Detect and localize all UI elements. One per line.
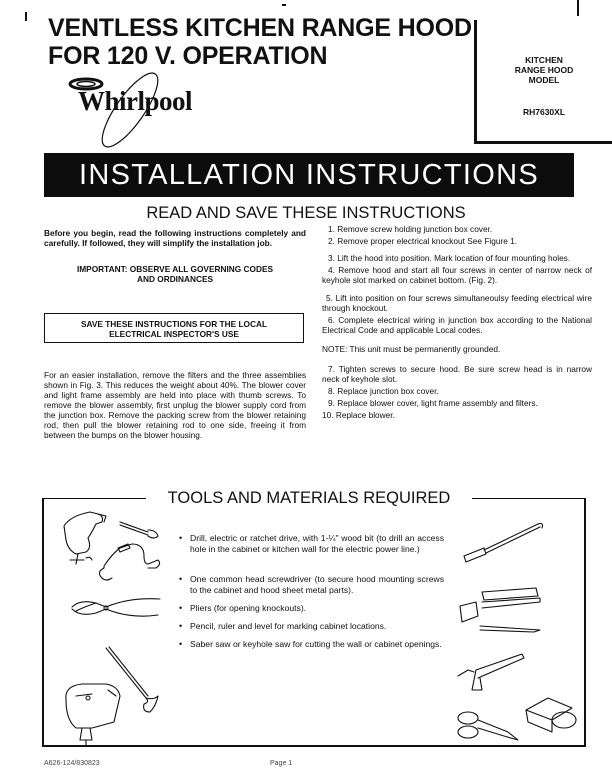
save-box-line: SAVE THESE INSTRUCTIONS FOR THE LOCAL	[80, 319, 268, 329]
step-item: 8. Replace junction box cover.	[328, 386, 439, 396]
caulking-gun-icon	[456, 650, 526, 694]
pliers-icon	[70, 595, 162, 621]
important-notice	[44, 264, 306, 284]
model-label-line: KITCHEN	[525, 55, 563, 65]
tools-list	[176, 533, 444, 650]
ruler-pencil-tape-icon	[456, 586, 542, 634]
step-item: 1. Remove screw holding junction box cover.	[328, 224, 493, 234]
scan-mark	[282, 4, 286, 6]
whirlpool-logo	[68, 68, 193, 150]
tool-item: • One common head screwdriver (to secure hood mounting screws to the cabinet and hood sheet metal parts).	[176, 574, 444, 596]
save-instructions-box	[44, 313, 304, 343]
tool-item: • Drill, electric or ratchet drive, with 1-¼" wood bit (to drill an access hole in the cabinet or kitchen wall for the electric power line.)	[176, 533, 444, 555]
tool-item: • Saber saw or keyhole saw for cutting the wall or cabinet openings.	[176, 639, 444, 650]
document-title	[48, 14, 472, 70]
tools-heading: TOOLS AND MATERIALS REQUIRED	[167, 489, 451, 507]
step-item: 7. Tighten screws to secure hood. Be sure screw head is in narrow neck of keyhole slot.	[322, 364, 592, 384]
brand-name: Whirlpool	[78, 86, 193, 116]
title-line-1: VENTLESS KITCHEN RANGE HOOD	[48, 14, 472, 42]
screwdriver-icon	[460, 518, 546, 566]
duct-tape-icon	[522, 694, 582, 734]
step-item: 2. Remove proper electrical knockout See Figure 1.	[328, 236, 518, 246]
model-label	[477, 55, 611, 85]
model-label-line: MODEL	[528, 75, 560, 85]
save-box-line: ELECTRICAL INSPECTOR'S USE	[109, 329, 239, 339]
model-box	[474, 20, 612, 144]
step-item: 10. Replace blower.	[322, 410, 395, 420]
scan-mark	[577, 0, 579, 16]
important-line: IMPORTANT: OBSERVE ALL GOVERNING CODES	[76, 264, 274, 274]
model-number: RH7630XL	[522, 107, 566, 117]
step-item: 4. Remove hood and start all four screws in center of narrow neck of keyhole slot marked on cabinet bottom. (Fig. 2).	[322, 265, 592, 285]
read-save-heading: READ AND SAVE THESE INSTRUCTIONS	[146, 204, 466, 222]
document-code: A626-124/830823	[44, 760, 100, 767]
important-line: AND ORDINANCES	[136, 274, 214, 284]
ratchet-brace-icon	[92, 538, 162, 584]
grounding-note: NOTE: This unit must be permanently grounded.	[322, 344, 501, 354]
tools-frame-top-rule	[472, 498, 586, 499]
tools-frame-top-rule	[42, 498, 146, 499]
page-number: Page 1	[270, 760, 293, 767]
model-label-line: RANGE HOOD	[514, 65, 574, 75]
tool-item: • Pliers (for opening knockouts).	[176, 603, 444, 614]
step-item: 6. Complete electrical wiring in junction box according to the National Electrical Code and applicable Local codes.	[322, 315, 592, 335]
removal-paragraph: For an easier installation, remove the filters and the three assemblies shown in Fig. 3. This reduces the weight about 40%. The blower cover and light frame assembly are held into place with thumb screws. To remove the blower assembly, first unplug the blower supply cord from the junction box. Remove the packing screw from the blower retaining rod, then pull the blower retaining rod to one side, freeing it from between the bumps on the blower housing.	[44, 370, 306, 440]
scan-mark	[25, 12, 27, 21]
tool-item: • Pencil, ruler and level for marking cabinet locations.	[176, 621, 444, 632]
step-item: 9. Replace blower cover, light frame assembly and filters.	[328, 398, 538, 408]
wood-bit-icon	[118, 520, 162, 540]
title-line-2: FOR 120 V. OPERATION	[48, 42, 328, 70]
step-item: 5. Lift into position on four screws simultaneoulsy feeding electrical wire through knockout.	[322, 293, 592, 313]
tin-snips-icon	[456, 706, 520, 746]
installation-instructions-banner: INSTALLATION INSTRUCTIONS	[44, 153, 574, 197]
installation-steps	[322, 224, 592, 420]
step-item: 3. Lift the hood into position. Mark location of four mounting holes.	[328, 253, 571, 263]
intro-text: Before you begin, read the following instructions completely and carefully. If followed, they will simplify the installation job.	[44, 228, 306, 248]
saber-saw-icon	[62, 676, 130, 746]
